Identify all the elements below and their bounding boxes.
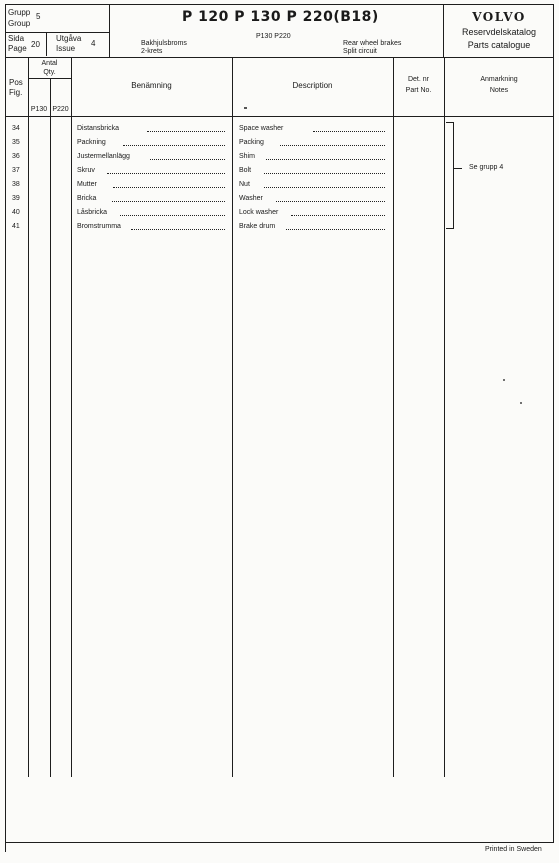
row-benamning: Packning: [77, 139, 106, 146]
brand-logo: VOLVO: [472, 10, 526, 24]
row-description: Nut: [239, 181, 250, 188]
swedish-desc-2: 2-krets: [141, 48, 163, 55]
col-fig: Fig.: [9, 88, 23, 97]
col-pos: Pos: [9, 78, 23, 87]
row-description: Brake drum: [239, 223, 276, 230]
row-pos: 41: [12, 223, 20, 230]
col-p130: P130: [30, 106, 48, 113]
row-description: Shim: [239, 153, 255, 160]
row-benamning: Skruv: [77, 167, 95, 174]
models-subtitle: P130 P220: [256, 33, 291, 40]
row-description: Washer: [239, 195, 263, 202]
row-benamning: Mutter: [77, 181, 97, 188]
row-description: Space washer: [239, 125, 284, 132]
scan-speck: [520, 402, 522, 404]
col-antal: Antal: [41, 60, 58, 67]
row-pos: 40: [12, 209, 20, 216]
scan-speck: [503, 379, 505, 381]
footer-printed: Printed in Sweden: [485, 846, 542, 853]
english-desc-1: Rear wheel brakes: [343, 40, 402, 47]
col-detnr: Det. nr: [407, 76, 429, 83]
row-description: Bolt: [239, 167, 252, 174]
row-description: Lock washer: [239, 209, 279, 216]
page-value: 20: [31, 40, 40, 49]
row-benamning: Bromstrumma: [77, 223, 121, 230]
col-p220: P220: [52, 106, 69, 113]
row-benamning: Distansbricka: [77, 125, 120, 132]
group-label: Group: [8, 19, 31, 28]
note-text: Se grupp 4: [469, 164, 504, 171]
sida-label: Sida: [8, 34, 25, 43]
col-benamning: Benämning: [131, 81, 172, 90]
col-description: Description: [292, 81, 333, 90]
row-benamning: Bricka: [77, 195, 97, 202]
row-pos: 37: [12, 167, 20, 174]
row-benamning: Låsbricka: [77, 209, 107, 216]
catalog-en: Parts catalogue: [467, 40, 531, 50]
group-value: 5: [36, 12, 41, 21]
page-title: P 120 P 130 P 220(B18): [182, 9, 379, 25]
page-label: Page: [8, 44, 27, 53]
scan-speck: [244, 107, 247, 109]
issue-label: Issue: [56, 44, 76, 53]
utgava-label: Utgåva: [56, 34, 82, 43]
row-pos: 35: [12, 139, 20, 146]
catalog-sv: Reservdelskatalog: [461, 27, 537, 37]
grupp-label: Grupp: [8, 8, 31, 17]
row-pos: 39: [12, 195, 20, 202]
swedish-desc-1: Bakhjulsbroms: [141, 40, 187, 47]
col-notes: Notes: [489, 87, 509, 94]
row-pos: 38: [12, 181, 20, 188]
col-anmarkning: Anmarkning: [480, 76, 518, 83]
row-pos: 34: [12, 125, 20, 132]
issue-value: 4: [91, 39, 96, 48]
col-qty: Qty.: [43, 69, 56, 76]
row-pos: 36: [12, 153, 20, 160]
english-desc-2: Split circuit: [343, 48, 377, 55]
row-description: Packing: [239, 139, 264, 146]
col-partno: Part No.: [405, 87, 432, 94]
row-benamning: Justermellanlägg: [77, 153, 130, 160]
